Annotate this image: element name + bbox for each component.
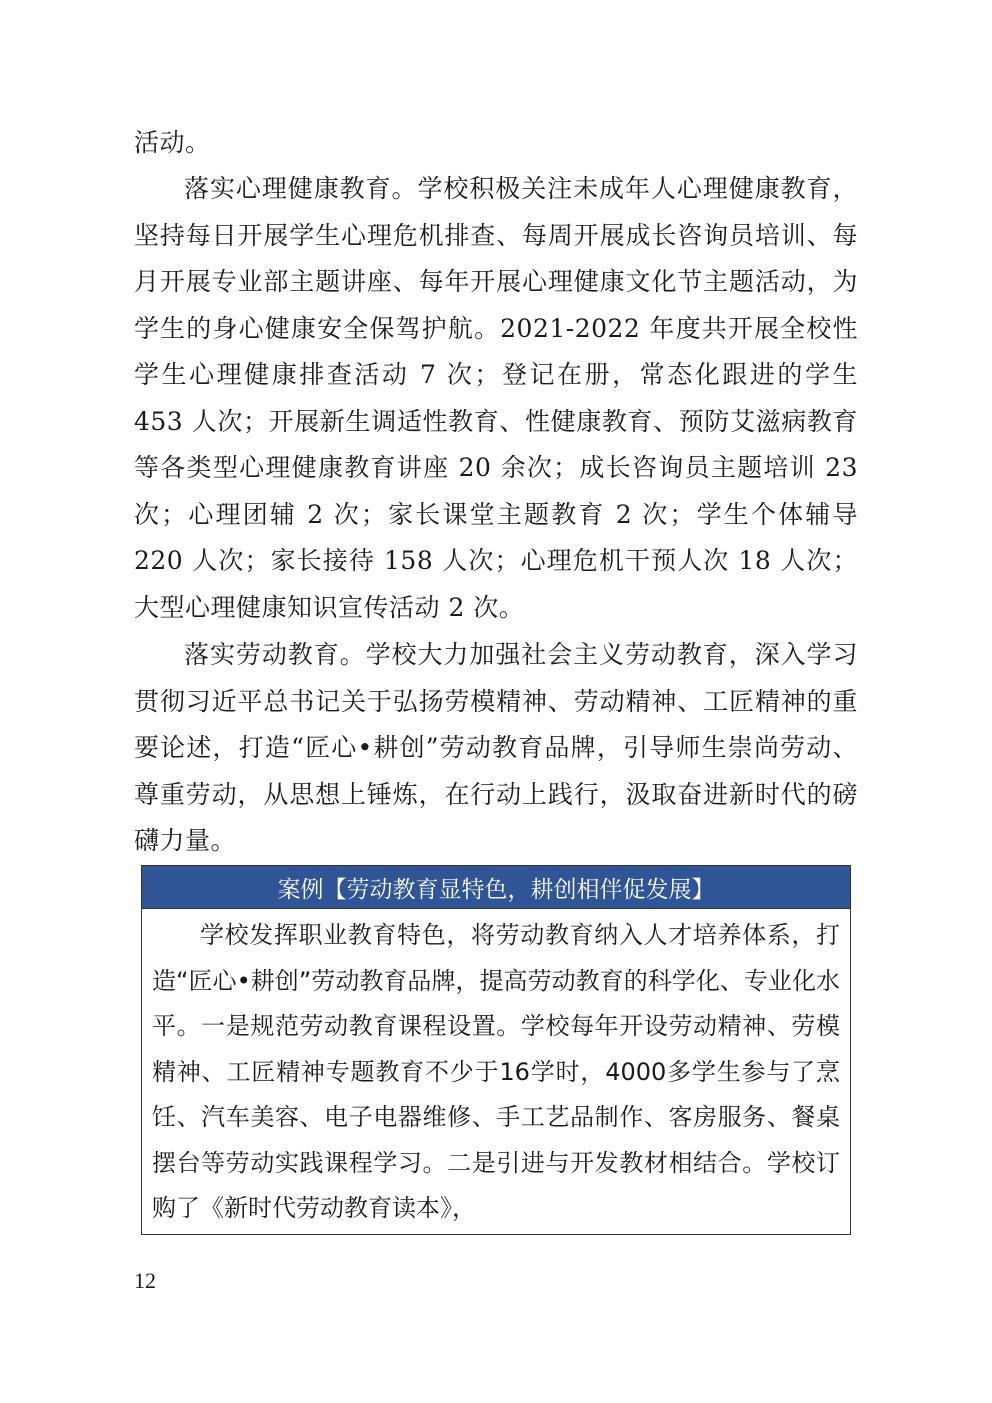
paragraph-text: 落实劳动教育。学校大力加强社会主义劳动教育，深入学习贯彻习近平总书记关于弘扬劳模精神、劳动精神、工匠精神的重要论述，打造“匠心•耕创”劳动教育品牌，引导师生崇尚劳动、尊重劳动，从思想上锤炼，在行动上践行，汲取奋进新时代的磅礴力量。 <box>134 640 858 855</box>
case-body: 学校发挥职业教育特色，将劳动教育纳入人才培养体系，打造“匠心•耕创”劳动教育品牌，提高劳动教育的科学化、专业化水平。一是规范劳动教育课程设置。学校每年开设劳动精神、劳模精神、工匠精神专题教育不少于16学时，4000多学生参与了烹饪、汽车美容、电子电器维修、手工艺品制作、客房服务、餐桌摆台等劳动实践课程学习。二是引进与开发教材相结合。学校订购了《新时代劳动教育读本》， <box>152 921 840 1222</box>
page-number: 12 <box>134 1268 156 1293</box>
paragraph-text: 落实心理健康教育。学校积极关注未成年人心理健康教育，坚持每日开展学生心理危机排查、每周开展成长咨询员培训、每月开展专业部主题讲座、每年开展心理健康文化节主题活动，为学生的身心健康安全保驾护航。2021-2022 年度共开展全校性学生心理健康排查活动 7 次；登记在册，常态化跟进的学生 453 人次；开展新生调适性教育、性健康教育、预防艾滋病教育等各类型心理健康教育讲座 20 余次；成长咨询员主题培训 23 次；心理团辅 2 次；家长课堂主题教育 2 次；学生个体辅导 220 人次；家长接待 158 人次；心理危机干预人次 18 人次；大型心理健康知识宣传活动 2 次。 <box>134 174 858 622</box>
paragraph-mental-health <box>134 166 858 631</box>
paragraph-labor-education <box>134 632 858 865</box>
case-title: 案例【劳动教育显特色，耕创相伴促发展】 <box>142 866 850 909</box>
paragraph-continuation <box>134 120 858 167</box>
case-box <box>141 865 851 1235</box>
paragraph-text: 活动。 <box>134 128 211 157</box>
